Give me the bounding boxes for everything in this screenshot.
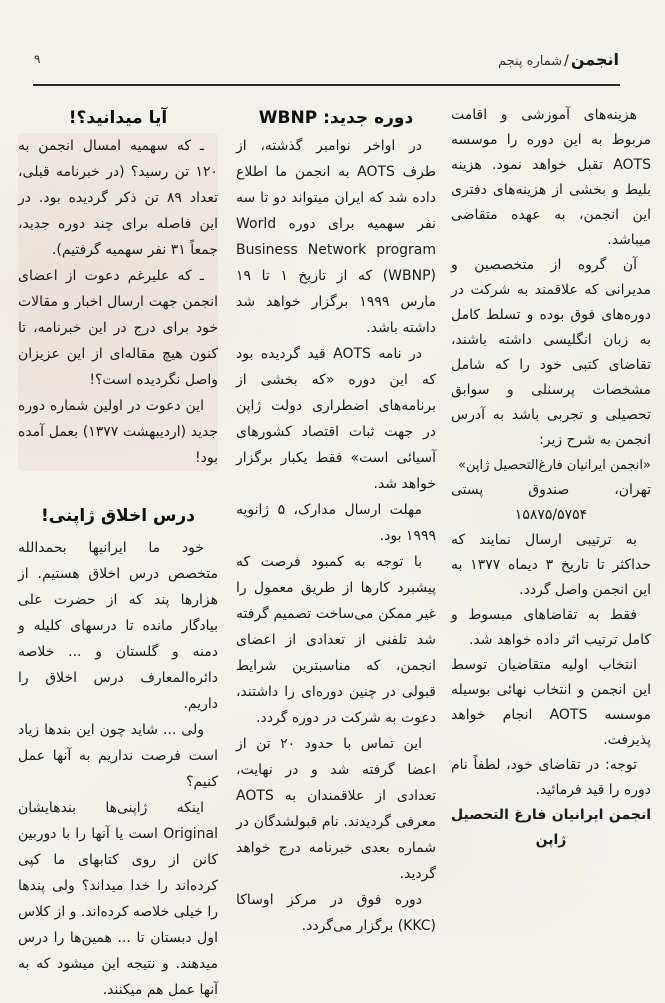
signature-line: ژاپن	[535, 832, 567, 848]
header-title	[498, 50, 619, 69]
column-left	[18, 103, 218, 1003]
section-heading-japanese-ethics: درس اخلاق ژاپنی!	[41, 506, 195, 526]
page-number: ۹	[34, 52, 41, 66]
section-heading-new-course: دوره جدید: WBNP	[258, 108, 414, 128]
paragraph: در اواخر نوامبر گذشته، از طرف AOTS به انجمن ما اطلاع داده شد که ایران میتواند دو تا سه نفر سهمیه برای دوره World Business Network program (WBNP) که از تاریخ ۱ تا ۱۹ مارس ۱۹۹۹ برگزار خواهد شد داشته باشد.	[236, 138, 437, 336]
header-separator: /	[564, 53, 569, 69]
paragraph: هزینه‌های آموزشی و اقامت مربوط به این دوره را موسسه AOTS تقبل خواهد نمود. هزینه بلیط و بخشی از هزینه‌های دفتری این انجمن، به عهده متقاضی میباشد.	[451, 107, 651, 248]
paragraph: فقط به تقاضاهای مبسوط و کامل ترتیب اثر داده خواهد شد.	[451, 607, 651, 648]
paragraph: آن گروه از متخصصین و مدیرانی که علاقمند به شرکت در دوره‌های فوق بوده و تسلط کامل به زبان انگلیسی داشته باشند، تقاضای کتبی خود را که شامل مشخصات پرسنلی و سوابق تحصیلی و تجربی باشد به آدرس انجمن به شرح زیر:	[451, 257, 651, 448]
paragraph: مهلت ارسال مدارک، ۵ ژانویه ۱۹۹۹ بود.	[236, 502, 436, 544]
paragraph: ولی ... شاید چون این بندها زیاد است فرصت نداریم به آنها عمل کنیم؟	[18, 722, 218, 790]
header-rule	[33, 84, 620, 86]
issue-label: شماره پنجم	[497, 54, 563, 69]
did-you-know-section	[18, 133, 218, 471]
signature-line: انجمن ایرانیان فارغ التحصیل	[451, 807, 651, 823]
paragraph: در نامه AOTS قید گردیده بود که این دوره «که بخشی از برنامه‌های اضطراری دولت ژاپن در جهت ثبات اقتصاد کشورهای آسیائی است» فقط یکبار برگزار خواهد شد.	[236, 346, 436, 492]
journal-name: انجمن	[570, 50, 619, 69]
address-city-pobox-label: تهران، صندوق پستی	[451, 482, 651, 498]
paragraph: ـ که سهمیه امسال انجمن به ۱۲۰ تن رسید؟ (در خبرنامه قبلی، تعداد ۸۹ تن ذکر گردیده بود. در این فاصله برای چند دوره جدید، جمعاً ۳۱ نفر سهمیه گرفتیم).	[18, 138, 218, 258]
paragraph: خود ما ایرانیها بحمدالله متخصص درس اخلاق هستیم. از هزارها پند که از حضرت علی بیادگار مانده تا درسهای کلیله و دمنه و گلستان و ... خلاصه دائره‌المعارف درس اخلاق را داریم.	[18, 540, 218, 712]
paragraph: اینکه ژاپنی‌ها بندهایشان Original است یا آنها را با دوربین کانن از روی کتابهای ما کپی کرده‌اند را خدا میداند؟ ولی پندها را خیلی خلاصه کرده‌اند. و از کلاس اول دبستان تا ... همین‌ها را درس میدهند. و نتیجه این میشود که به آنها عمل هم میکنند.	[18, 800, 218, 998]
paragraph: انتخاب اولیه متقاضیان توسط این انجمن و انتخاب نهائی بوسیله موسسه AOTS انجام خواهد پذیرفت.	[451, 657, 651, 748]
paragraph: دوره فوق در مرکز اوساکا (KKC) برگزار می‌گردد.	[236, 892, 436, 934]
paragraph: توجه: در تقاضای خود، لطفاً نام دوره را قید فرمائید.	[451, 757, 651, 798]
paragraph: ـ که علیرغم دعوت از اعضای انجمن جهت ارسال اخبار و مقالات خود برای درج در این خبرنامه، تا کنون هیچ مقاله‌ای از این عزیزان واصل نگردیده است؟!	[18, 268, 218, 388]
paragraph: با توجه به کمبود فرصت که پیشبرد کارها از طریق معمول را غیر ممکن می‌ساخت تصمیم گرفته شد تلفنی از تعدادی از اعضای انجمن، که مناسبترین شرایط قبولی در چنین دوره‌ای را داشتند، دعوت به شرکت در دوره گردد.	[236, 554, 436, 726]
address-pobox-number: ۱۵۸۷۵/۵۷۵۴	[514, 507, 588, 523]
section-heading-did-you-know: آیا میدانید؟!	[68, 108, 168, 128]
column-right	[451, 103, 651, 853]
paragraph: این دعوت در اولین شماره دوره جدید (اردیبهشت ۱۳۷۷) بعمل آمده بود!	[18, 398, 219, 466]
address-association-name: «انجمن ایرانیان فارغ‌التحصیل ژاپن»	[458, 458, 651, 473]
paragraph: این تماس با حدود ۲۰ تن از اعضا گرفته شد و در نهایت، تعدادی از علاقمندان به AOTS معرفی گردیدند. نام قبولشدگان در شماره بعدی خبرنامه درج خواهد گردید.	[236, 736, 436, 882]
column-middle	[236, 103, 436, 939]
paragraph: به ترتیبی ارسال نمایند که حداکثر تا تاریخ ۳ دیماه ۱۳۷۷ به این انجمن واصل گردد.	[451, 532, 651, 598]
